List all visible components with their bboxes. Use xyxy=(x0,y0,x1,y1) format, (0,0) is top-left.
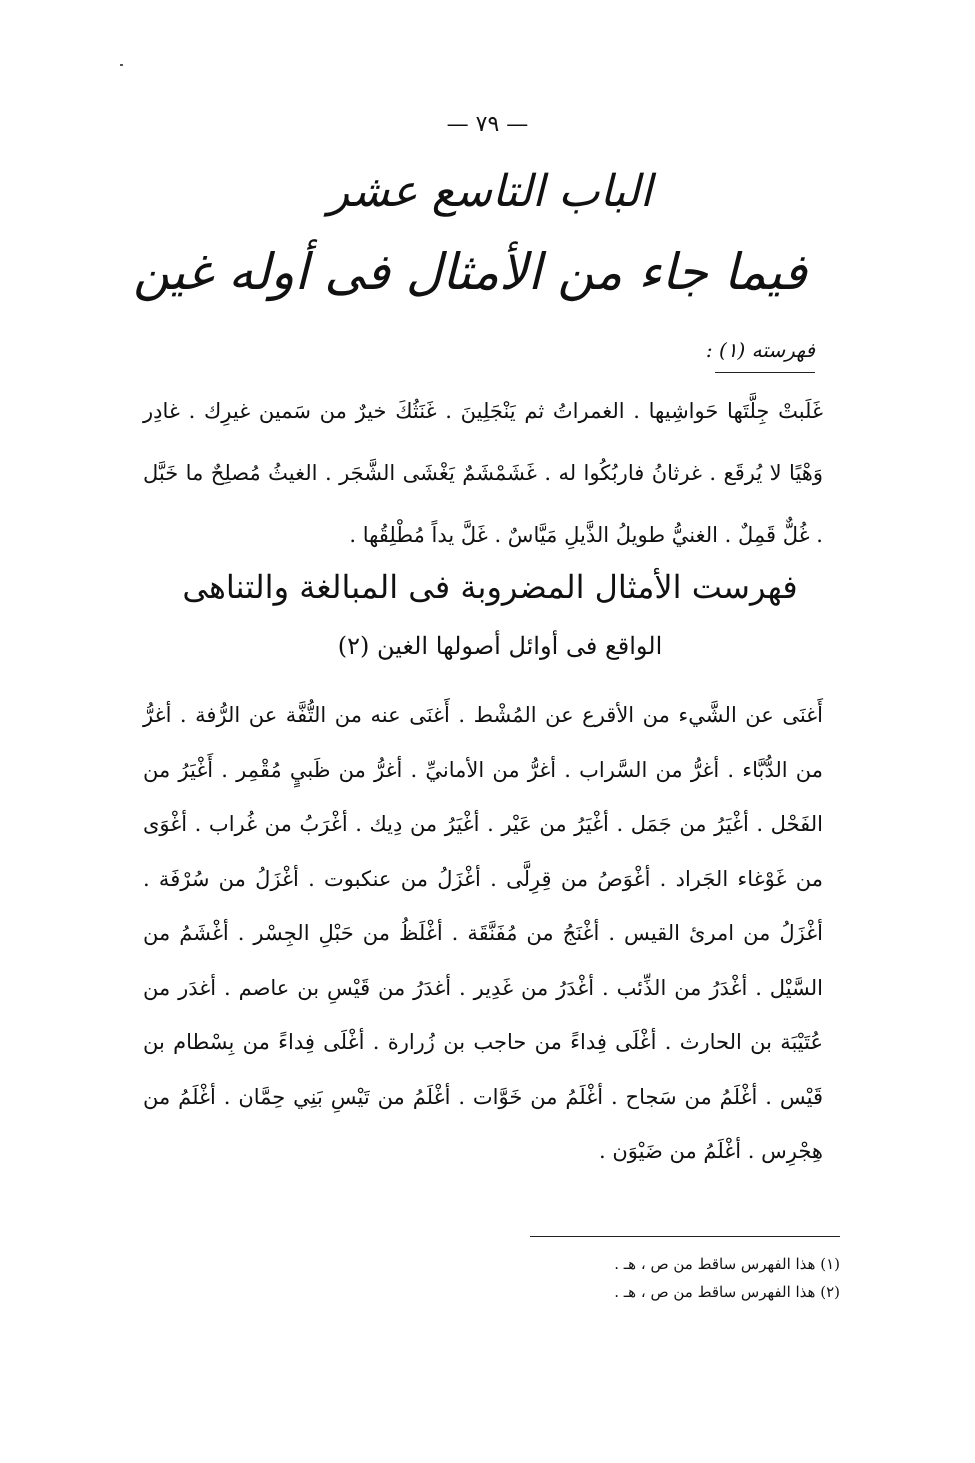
section-subheading: الواقع فى أوائل أصولها الغين (٢) xyxy=(337,632,663,660)
footnote-item: (١) هذا الفهرس ساقط من ص ، هـ . xyxy=(614,1255,840,1273)
footnote-divider xyxy=(530,1236,840,1237)
page-number: — ٧٩ — xyxy=(446,112,529,137)
section-heading: فهرست الأمثال المضروبة فى المبالغة والتناهى xyxy=(182,568,798,606)
superlatives-paragraph: أَغنَى عن الشَّيء من الأقرع عن المُشْط . أَغنَى عنه من التُّفَّة عن الرُّفة . أغرُّ من الدُّبَّاء . أغرُّ من السَّراب . أغرُّ من الأمانيِّ . أغرُّ من ظَبيٍ مُقْمِر . أَغْيَرُ من الفَحْل . أغْيَرُ من جَمَل . أغْيَرُ من عَيْر . أغْيَرُ من دِيك . أغْرَبُ من غُراب . أغْوَى من غَوْغاء الجَراد . أغْوَصُ من قِرِلَّى . أغْزَلُ من عنكبوت . أغْزَلُ من سُرْفَة . أغْزَلُ من امرئ القيس . أغْنَجُ من مُفَنَّقَة . أغْلَظُ من حَبْلِ الجِسْر . أغْشَمُ من السَّيْل . أغْدَرُ من الذِّئب . أغْدَرُ من غَدِير . أغدَرُ من قَيْسِ بن عاصم . أغدَر من عُتَيْبَة بن الحارث . أغْلَى فِداءً من حاجب بن زُرارة . أغْلَى فِداءً من بِسْطام بن قَيْس . أغْلَمُ من سَجاح . أغْلَمُ من خَوَّات . أغْلَمُ من تَيْسِ بَنِي حِمَّان . أغْلَمُ من هِجْرِس . أغْلَمُ من ضَيْوَن . xyxy=(143,703,823,1163)
footnotes xyxy=(420,1250,840,1306)
chapter-title: الباب التاسع عشر xyxy=(327,166,653,217)
index-underline xyxy=(715,372,815,373)
footnote-item: (٢) هذا الفهرس ساقط من ص ، هـ . xyxy=(614,1283,840,1301)
scan-speck xyxy=(120,64,123,66)
index-label: فهرسته (١) : xyxy=(705,338,815,362)
chapter-subtitle: فيما جاء من الأمثال فى أوله غين xyxy=(133,243,807,301)
proverbs-paragraph: غَلَبتْ جِلَّتَها حَواشِيها . الغمراتُ ثم يَنْجَلِينَ . غَنَثُكَ خيرٌ من سَمين غيرِك . غادِر وَهْيًا لا يُرقَع . غرثانُ فاربُكُوا له . غَشَمْشَمٌ يَغْشَى الشَّجَر . الغيثُ مُصلِحٌ ما خَبَّل . غُلٌّ قَمِلٌ . الغنيُّ طويلُ الذَّيلِ مَيَّاسٌ . غَلَّ يداً مُطْلِقُها . xyxy=(143,399,823,547)
